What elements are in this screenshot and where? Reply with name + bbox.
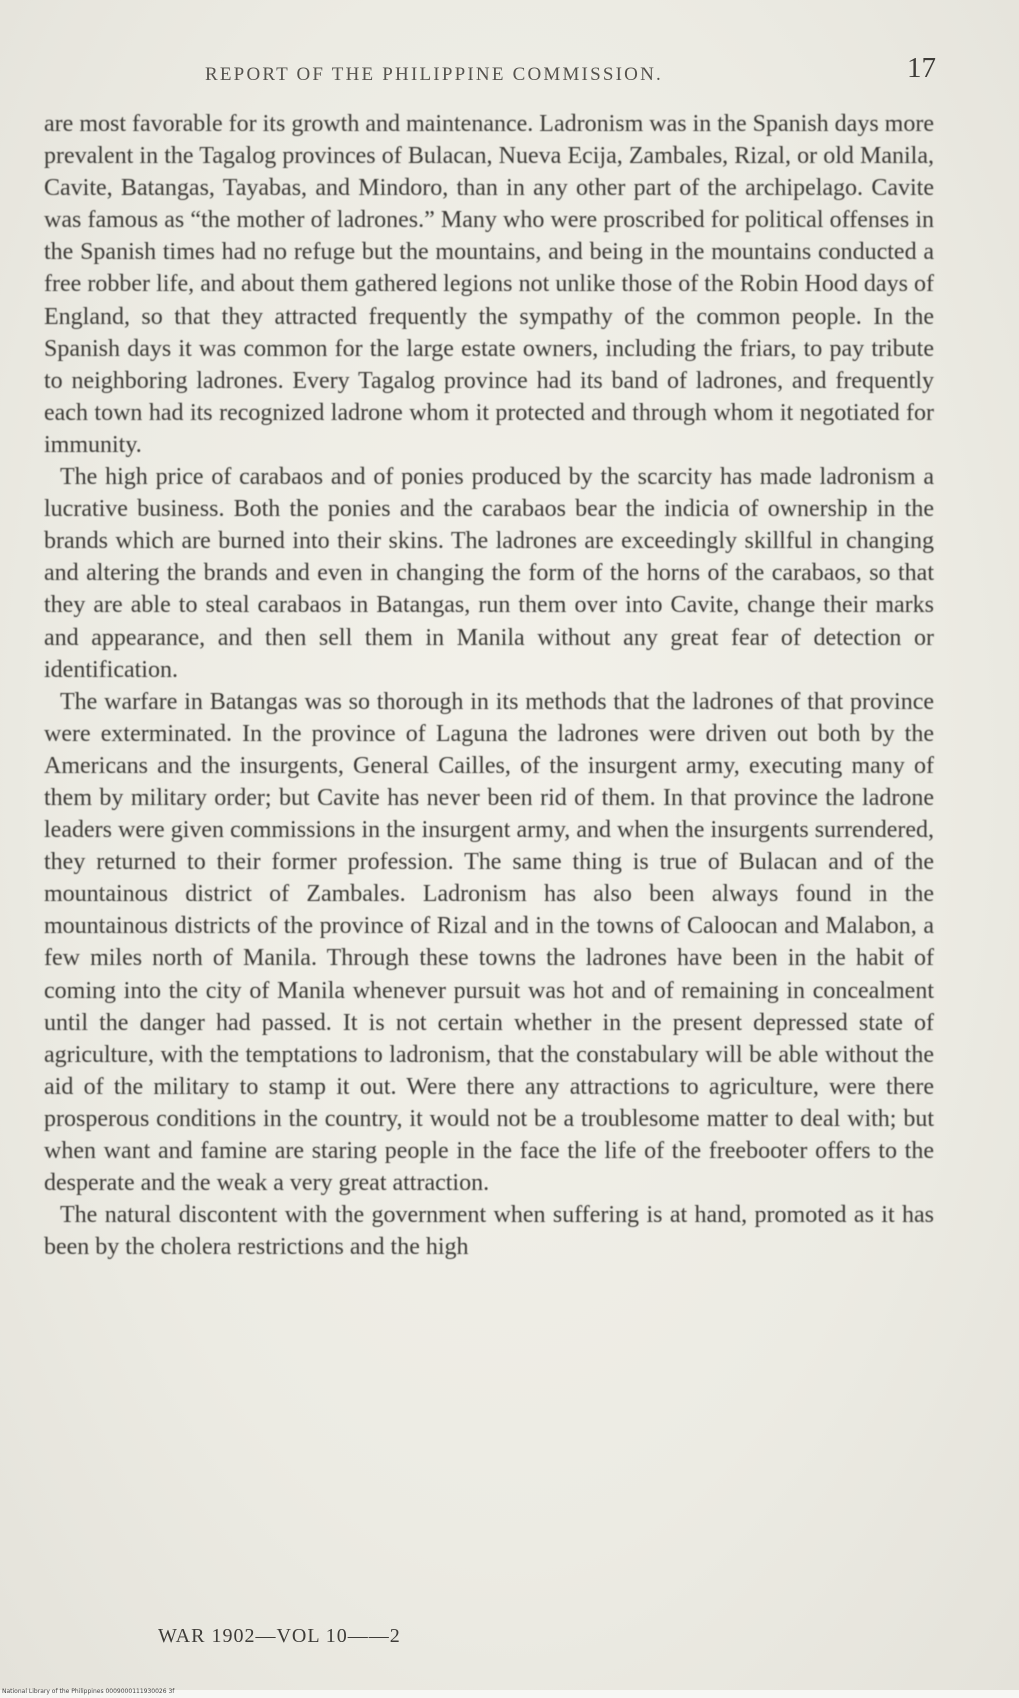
paragraph-2: The high price of carabaos and of ponies produced by the scarcity has made ladronism a lucrative business. Both the ponies and the carabaos bear the indicia of ownership in the brands which are burned into their skins. The ladrones are exceedingly skillful in changing and altering the brands and even in changing the form of the horns of the carabaos, so that they are able to steal carabaos in Batangas, run them over into Cavite, change their marks and appearance, and then sell them in Manila without any great fear of detection or identification. (44, 464, 934, 683)
signature-mark: WAR 1902—VOL 10——2 (158, 1625, 401, 1647)
body-text (44, 108, 934, 1263)
page-header (0, 52, 1019, 92)
paragraph-3: The warfare in Batangas was so thorough in its methods that the ladrones of that province were exterminated. In the province of Laguna the ladrones were driven out both by the Americans and the insurgents, General Cailles, of the insurgent army, executing many of them by military order; but Cavite has never been rid of them. In that province the ladrone leaders were given commissions in the insurgent army, and when the insurgents surrendered, they returned to their former profession. The same thing is true of Bulacan and of the mountainous district of Zambales. Ladronism has also been always found in the mountainous districts of the province of Rizal and in the towns of Caloocan and Malabon, a few miles north of Manila. Through these towns the ladrones have been in the habit of coming into the city of Manila whenever pursuit was hot and of remaining in concealment until the danger had passed. It is not certain whether in the present depressed state of agriculture, with the temptations to ladronism, that the constabulary will be able without the aid of the military to stamp it out. Were there any attractions to agriculture, were there prosperous conditions in the country, it would not be a troublesome matter to deal with; but when want and famine are staring people in the face the life of the freebooter offers to the desperate and the weak a very great attraction. (44, 688, 934, 1197)
paragraph-1: are most favorable for its growth and maintenance. Ladronism was in the Spanish days more prevalent in the Tagalog provinces of Bulacan, Nueva Ecija, Zambales, Rizal, or old Manila, Cavite, Batangas, Tayabas, and Mindoro, than in any other part of the archipelago. Cavite was famous as “the mother of ladrones.” Many who were proscribed for political offenses in the Spanish times had no refuge but the mountains, and being in the mountains conducted a free robber life, and about them gathered legions not unlike those of the Robin Hood days of England, so that they attracted frequently the sympathy of the common people. In the Spanish days it was common for the large estate owners, including the friars, to pay tribute to neighboring ladrones. Every Tagalog province had its band of ladrones, and frequently each town had its recognized ladrone whom it protected and through whom it negotiated for immunity. (44, 111, 934, 458)
page-number: 17 (907, 52, 936, 84)
running-title: REPORT OF THE PHILIPPINE COMMISSION. (205, 64, 663, 85)
library-credit: National Library of the Philippines 0009000111930026 3f (2, 1688, 175, 1695)
paragraph-4: The natural discontent with the government when suffering is at hand, promoted as it has been by the cholera restrictions and the high (44, 1202, 934, 1261)
